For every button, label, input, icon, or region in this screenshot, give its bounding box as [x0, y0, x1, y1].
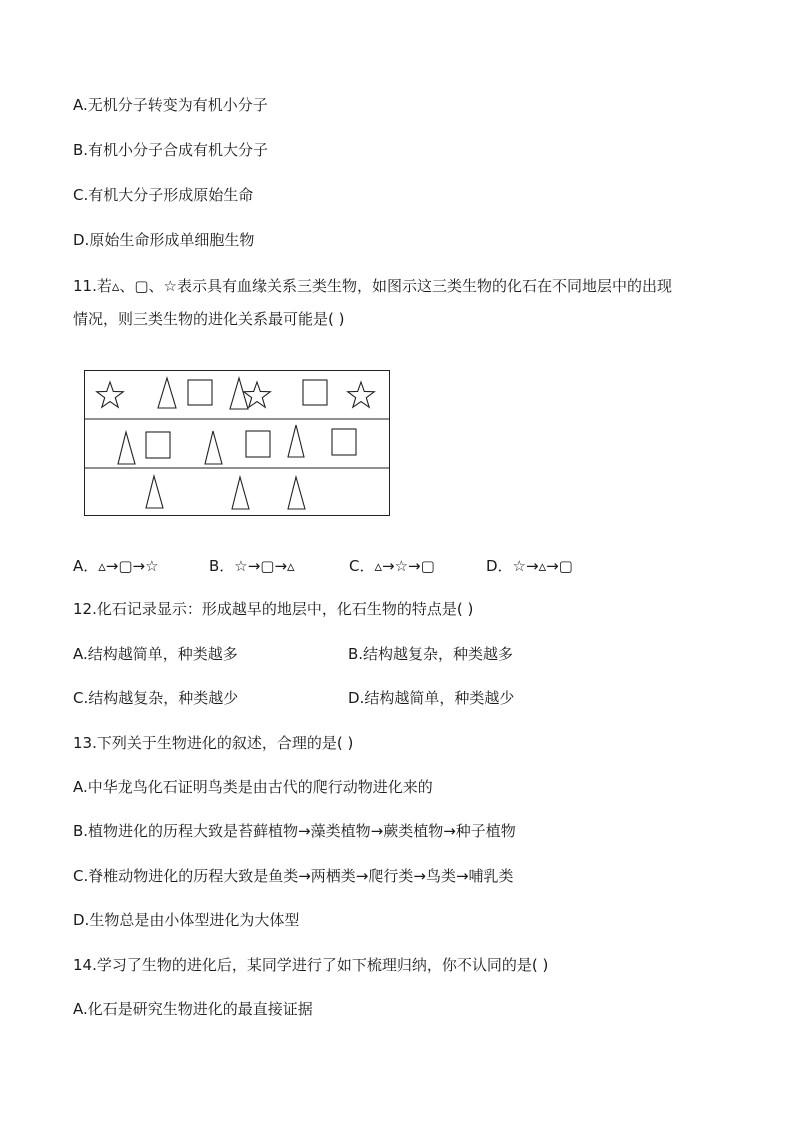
triangle-fossil-icon	[288, 425, 304, 457]
q11-option-b: B．☆→▢→▵	[209, 557, 295, 575]
star-fossil-icon	[348, 382, 375, 407]
q13-stem: 13.下列关于生物进化的叙述，合理的是( )	[73, 734, 354, 752]
square-fossil-icon	[332, 429, 356, 455]
q11-option-d: D．☆→▵→▢	[486, 557, 573, 575]
q13-option-a: A.中华龙鸟化石证明鸟类是由古代的爬行动物进化来的	[73, 778, 433, 796]
strata-figure	[84, 370, 390, 516]
q10-option-d: D.原始生命形成单细胞生物	[73, 231, 255, 249]
triangle-fossil-icon	[232, 477, 249, 509]
star-fossil-icon	[97, 382, 124, 407]
q12-option-d: D.结构越简单，种类越少	[348, 689, 515, 707]
q10-option-c: C.有机大分子形成原始生命	[73, 186, 254, 204]
square-fossil-icon	[303, 380, 327, 405]
q14-stem: 14.学习了生物的进化后，某同学进行了如下梳理归纳，你不认同的是( )	[73, 956, 549, 974]
strata-diagram	[84, 370, 390, 516]
q11-stem-line-2: 情况，则三类生物的进化关系最可能是( )	[73, 310, 345, 328]
strata-frame	[85, 371, 390, 516]
square-fossil-icon	[246, 431, 270, 457]
triangle-fossil-icon	[158, 378, 176, 408]
triangle-fossil-icon	[205, 431, 222, 464]
q13-option-c: C.脊椎动物进化的历程大致是鱼类→两栖类→爬行类→鸟类→哺乳类	[73, 867, 514, 885]
square-fossil-icon	[188, 380, 212, 405]
q10-option-a: A.无机分子转变为有机小分子	[73, 96, 268, 114]
q13-option-b: B.植物进化的历程大致是苔藓植物→藻类植物→蕨类植物→种子植物	[73, 822, 516, 840]
square-fossil-icon	[146, 432, 170, 458]
q12-option-c: C.结构越复杂，种类越少	[73, 689, 239, 707]
q12-option-a: A.结构越简单，种类越多	[73, 645, 238, 663]
q10-option-b: B.有机小分子合成有机大分子	[73, 141, 269, 159]
triangle-fossil-icon	[146, 476, 163, 508]
q12-option-b: B.结构越复杂，种类越多	[348, 645, 514, 663]
triangle-fossil-icon	[118, 432, 135, 464]
q11-option-a: A．▵→▢→☆	[73, 557, 159, 575]
q12-stem: 12.化石记录显示：形成越早的地层中，化石生物的特点是( )	[73, 600, 474, 618]
q11-option-c: C．▵→☆→▢	[349, 557, 435, 575]
triangle-fossil-icon	[288, 477, 305, 509]
q13-option-d: D.生物总是由小体型进化为大体型	[73, 911, 300, 929]
q14-option-a: A.化石是研究生物进化的最直接证据	[73, 1000, 313, 1018]
star-fossil-icon	[244, 382, 271, 407]
q11-stem-line-1: 11.若▵、▢、☆表示具有血缘关系三类生物，如图示这三类生物的化石在不同地层中的出现	[73, 277, 673, 295]
